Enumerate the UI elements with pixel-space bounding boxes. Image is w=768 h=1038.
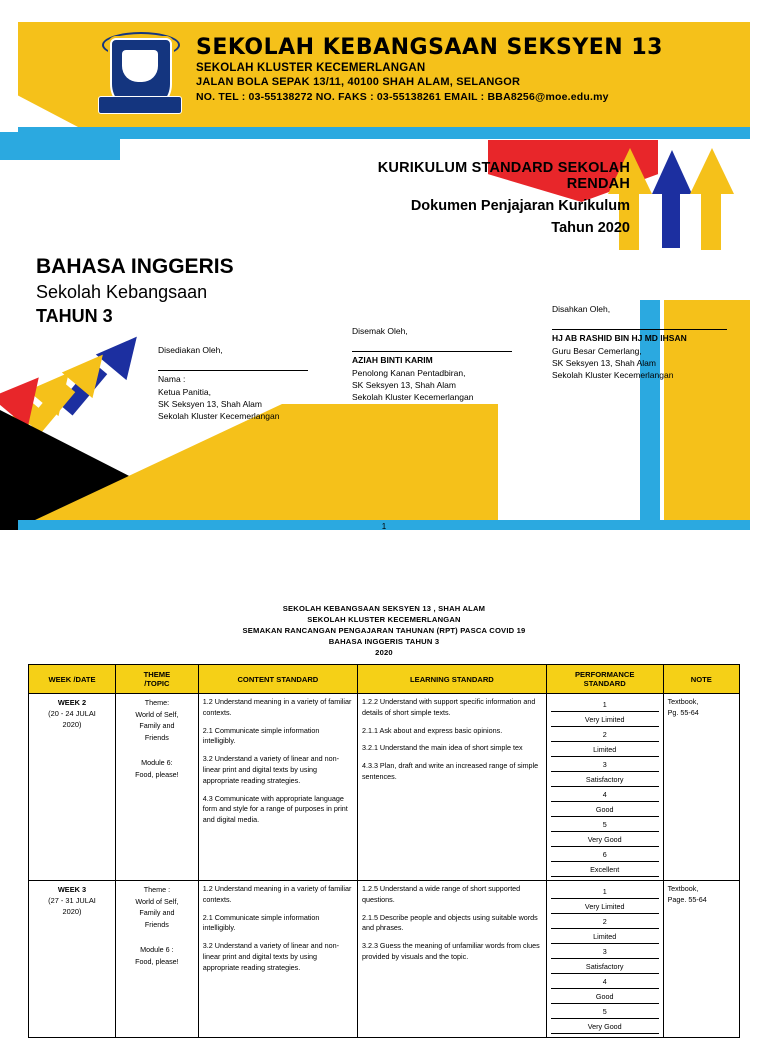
- heading-line-5: 2020: [375, 648, 393, 657]
- cell-content-standard: [198, 881, 357, 1038]
- signature-line: [158, 370, 308, 371]
- perf-desc: Satisfactory: [551, 772, 659, 787]
- module-line-1: Module 6:: [141, 758, 173, 768]
- cell-theme: [116, 881, 199, 1038]
- perf-desc: Very Good: [551, 832, 659, 847]
- table-header-row: [29, 665, 740, 694]
- heading-line-4: BAHASA INGGERIS TAHUN 3: [328, 637, 440, 646]
- module-line-2: Food, please!: [135, 956, 179, 966]
- school-type: Sekolah Kebangsaan: [36, 282, 208, 302]
- perf-desc: Good: [551, 989, 659, 1004]
- perf-level: 1: [551, 697, 659, 712]
- cell-note: [663, 881, 739, 1038]
- week-main: WEEK 3: [57, 885, 87, 894]
- signature-label: Disediakan Oleh,: [158, 345, 223, 355]
- page-heading: [0, 565, 768, 658]
- week-date: (20 - 24 JULAI: [48, 709, 96, 719]
- signature-name: Nama :: [158, 374, 186, 385]
- school-crest-icon: [96, 30, 182, 120]
- perf-level: 4: [551, 787, 659, 802]
- cell-learning-standard: [357, 694, 546, 881]
- header-blue-strip: [18, 127, 750, 139]
- content-item: 2.1 Communicate simple information intelligibly.: [202, 912, 320, 933]
- heading-line-1: SEKOLAH KEBANGSAAN SEKSYEN 13 , SHAH ALAM: [282, 604, 486, 613]
- module-line-2: Food, please!: [135, 769, 179, 779]
- col-learning-standard: LEARNING STANDARD: [357, 665, 546, 694]
- heading-line-2: SEKOLAH KLUSTER KECEMERLANGAN: [307, 615, 461, 624]
- theme-line-2: Family and: [139, 721, 175, 731]
- learning-item: 1.2.5 Understand a wide range of short supported questions.: [361, 884, 521, 904]
- theme-line-1: World of Self,: [135, 709, 179, 719]
- signature-role-3: Sekolah Kluster Kecemerlangan: [552, 370, 674, 381]
- signature-name: AZIAH BINTI KARIM: [352, 355, 433, 366]
- learning-item: 2.1.1 Ask about and express basic opinions.: [361, 725, 503, 735]
- cell-content-standard: [198, 694, 357, 881]
- perf-desc: Very Limited: [551, 899, 659, 914]
- perf-level: 2: [551, 914, 659, 929]
- week-date: (27 - 31 JULAI: [48, 896, 96, 906]
- cell-week: [29, 694, 116, 881]
- note-line-1: Textbook,: [667, 884, 699, 893]
- cell-performance-standard: [546, 694, 663, 881]
- page-number: 1: [381, 522, 387, 531]
- school-contact: NO. TEL : 03-55138272 NO. FAKS : 03-55138261 EMAIL : BBA8256@moe.edu.my: [196, 91, 609, 104]
- col-performance-line-1: PERFORMANCE: [574, 670, 635, 679]
- signature-role-3: Sekolah Kluster Kecemerlangan: [352, 392, 474, 403]
- heading-line-3: SEMAKAN RANCANGAN PENGAJARAN TAHUNAN (RPT) PASCA COVID 19: [242, 626, 526, 635]
- title-line-3: Tahun 2020: [551, 220, 630, 236]
- module-line-1: Module 6 :: [140, 945, 174, 955]
- decor-blue-bar: [662, 190, 680, 248]
- content-item: 3.2 Understand a variety of linear and non-linear print and digital texts by using appropriate reading strategies.: [202, 941, 340, 972]
- subject-block: [36, 255, 234, 327]
- signature-prepared: [158, 344, 308, 423]
- subject-name: BAHASA INGGERIS: [36, 255, 234, 278]
- week-year: 2020): [62, 720, 82, 730]
- theme-line-1: World of Self,: [135, 896, 179, 906]
- perf-desc: Very Good: [551, 1019, 659, 1034]
- header-cyan-block: [0, 132, 120, 160]
- title-line-2: Dokumen Penjajaran Kurikulum: [410, 198, 630, 214]
- col-theme-line-1: THEME: [143, 670, 171, 679]
- perf-desc: Very Limited: [551, 712, 659, 727]
- perf-desc: Satisfactory: [551, 959, 659, 974]
- col-performance-standard: [546, 665, 663, 694]
- perf-level: 1: [551, 884, 659, 899]
- cell-week: [29, 881, 116, 1038]
- perf-level: 3: [551, 757, 659, 772]
- signature-role-3: Sekolah Kluster Kecemerlangan: [158, 411, 280, 422]
- theme-line-3: Friends: [144, 732, 169, 742]
- perf-level: 2: [551, 727, 659, 742]
- col-week: WEEK /DATE: [29, 665, 116, 694]
- cell-theme: [116, 694, 199, 881]
- table-row: [29, 694, 740, 881]
- perf-desc: Good: [551, 802, 659, 817]
- content-item: 1.2 Understand meaning in a variety of familiar contexts.: [202, 697, 352, 717]
- signature-line: [352, 351, 512, 352]
- signature-label: Disemak Oleh,: [352, 326, 408, 336]
- school-address: JALAN BOLA SEPAK 13/11, 40100 SHAH ALAM, SELANGOR: [196, 76, 521, 89]
- decor-blue-arrow: [652, 150, 692, 194]
- document-title: [330, 160, 630, 236]
- col-theme: [116, 665, 199, 694]
- signature-approved: [552, 303, 727, 382]
- signature-label: Disahkan Oleh,: [552, 304, 611, 314]
- signature-role-2: SK Seksyen 13, Shah Alam: [552, 357, 656, 368]
- signature-role-1: Penolong Kanan Pentadbiran,: [352, 367, 466, 378]
- note-line-1: Textbook,: [667, 697, 699, 706]
- cell-performance-standard: [546, 881, 663, 1038]
- content-item: 1.2 Understand meaning in a variety of familiar contexts.: [202, 884, 352, 904]
- year-level: TAHUN 3: [36, 306, 113, 326]
- school-name: SEKOLAH KEBANGSAAN SEKSYEN 13: [196, 35, 663, 60]
- perf-level: 5: [551, 817, 659, 832]
- signature-line: [552, 329, 727, 330]
- learning-item: 3.2.3 Guess the meaning of unfamiliar words from clues provided by visuals and the topic.: [361, 941, 540, 961]
- rpt-table: [28, 664, 740, 1038]
- col-performance-line-2: STANDARD: [583, 679, 626, 688]
- perf-level: 5: [551, 1004, 659, 1019]
- school-identity: [196, 36, 736, 103]
- perf-desc: Excellent: [551, 862, 659, 877]
- perf-level: 3: [551, 944, 659, 959]
- note-line-2: Page. 55-64: [667, 894, 707, 904]
- cell-note: [663, 694, 739, 881]
- decor-yellow-arrow-2: [690, 148, 734, 194]
- theme-label: Theme :: [143, 885, 171, 894]
- content-item: 3.2 Understand a variety of linear and non-linear print and digital texts by using appropriate reading strategies.: [202, 754, 340, 785]
- signature-checked: [352, 325, 512, 404]
- col-theme-line-2: /TOPIC: [144, 679, 170, 688]
- cell-learning-standard: [357, 881, 546, 1038]
- signature-role-1: Guru Besar Cemerlang,: [552, 345, 642, 356]
- learning-item: 3.2.1 Understand the main idea of short simple tex: [361, 743, 523, 753]
- table-row: [29, 881, 740, 1038]
- learning-item: 4.3.3 Plan, draft and write an increased range of simple sentences.: [361, 761, 539, 781]
- theme-label: Theme:: [144, 698, 170, 707]
- perf-desc: Limited: [551, 929, 659, 944]
- col-content-standard: CONTENT STANDARD: [198, 665, 357, 694]
- col-note: NOTE: [663, 665, 739, 694]
- perf-level: 4: [551, 974, 659, 989]
- content-item: 4.3 Communicate with appropriate language form and style for a range of purposes in print and digital media.: [202, 793, 348, 825]
- signature-role-1: Ketua Panitia,: [158, 386, 211, 397]
- perf-level: 6: [551, 847, 659, 862]
- week-main: WEEK 2: [57, 698, 87, 707]
- title-line-1: KURIKULUM STANDARD SEKOLAH RENDAH: [377, 160, 630, 192]
- signature-role-2: SK Seksyen 13, Shah Alam: [352, 379, 456, 390]
- theme-line-3: Friends: [144, 919, 169, 929]
- decor-yellow-bar-2: [701, 190, 721, 250]
- learning-item: 1.2.2 Understand with support specific information and details of short simple texts.: [361, 697, 536, 717]
- school-cluster: SEKOLAH KLUSTER KECEMERLANGAN: [196, 62, 426, 75]
- note-line-2: Pg. 55-64: [667, 707, 699, 717]
- theme-line-2: Family and: [139, 908, 175, 918]
- perf-desc: Limited: [551, 742, 659, 757]
- signature-role-2: SK Seksyen 13, Shah Alam: [158, 398, 262, 409]
- signature-name: HJ AB RASHID BIN HJ MD IHSAN: [552, 333, 687, 344]
- learning-item: 2.1.5 Describe people and objects using suitable words and phrases.: [361, 912, 538, 933]
- week-year: 2020): [62, 907, 82, 917]
- rpt-page: [0, 565, 768, 1031]
- content-item: 2.1 Communicate simple information intelligibly.: [202, 725, 320, 746]
